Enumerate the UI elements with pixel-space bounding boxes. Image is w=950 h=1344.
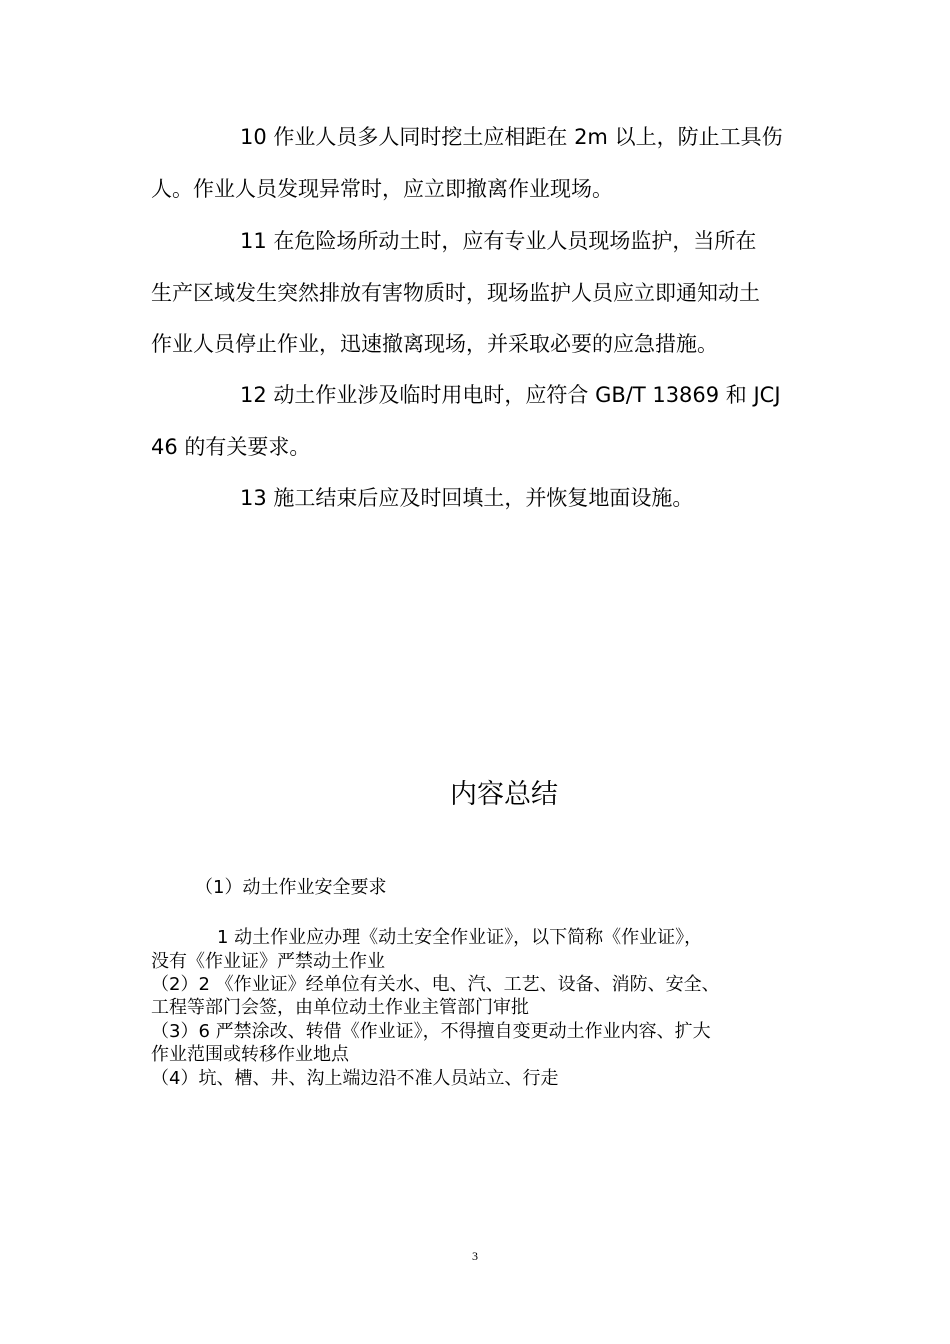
summary-line-1: 1 动土作业应办理《动土安全作业证》，以下简称《作业证》， <box>217 927 703 948</box>
paragraph-10-line-2: 人。作业人员发现异常时，应立即撤离作业现场。 <box>151 177 613 201</box>
summary-line-2: 没有《作业证》严禁动土作业 <box>151 951 385 972</box>
summary-line-7: （4）坑、槽、井、沟上端边沿不准人员站立、行走 <box>151 1068 559 1089</box>
summary-line-6: 作业范围或转移作业地点 <box>151 1044 349 1065</box>
paragraph-13-line-1: 13 施工结束后应及时回填土，并恢复地面设施。 <box>240 486 694 510</box>
paragraph-12-line-1: 12 动土作业涉及临时用电时，应符合 GB/T 13869 和 JCJ <box>240 383 781 407</box>
summary-line-4: 工程等部门会签，由单位动土作业主管部门审批 <box>151 997 529 1018</box>
paragraph-12-line-2: 46 的有关要求。 <box>151 435 311 459</box>
summary-heading: （1）动土作业安全要求 <box>195 877 387 898</box>
paragraph-11-line-2: 生产区域发生突然排放有害物质时，现场监护人员应立即通知动土 <box>151 281 760 305</box>
page-number: 3 <box>472 1249 478 1263</box>
summary-line-3: （2）2 《作业证》经单位有关水、电、汽、工艺、设备、消防、安全、 <box>151 974 720 995</box>
paragraph-10-line-1: 10 作业人员多人同时挖土应相距在 2m 以上，防止工具伤 <box>240 125 783 149</box>
paragraph-11-line-1: 11 在危险场所动土时，应有专业人员现场监护，当所在 <box>240 229 757 253</box>
summary-line-5: （3）6 严禁涂改、转借《作业证》，不得擅自变更动土作业内容、扩大 <box>151 1021 711 1042</box>
paragraph-11-line-3: 作业人员停止作业，迅速撤离现场，并采取必要的应急措施。 <box>151 332 718 356</box>
summary-title: 内容总结 <box>450 779 558 810</box>
